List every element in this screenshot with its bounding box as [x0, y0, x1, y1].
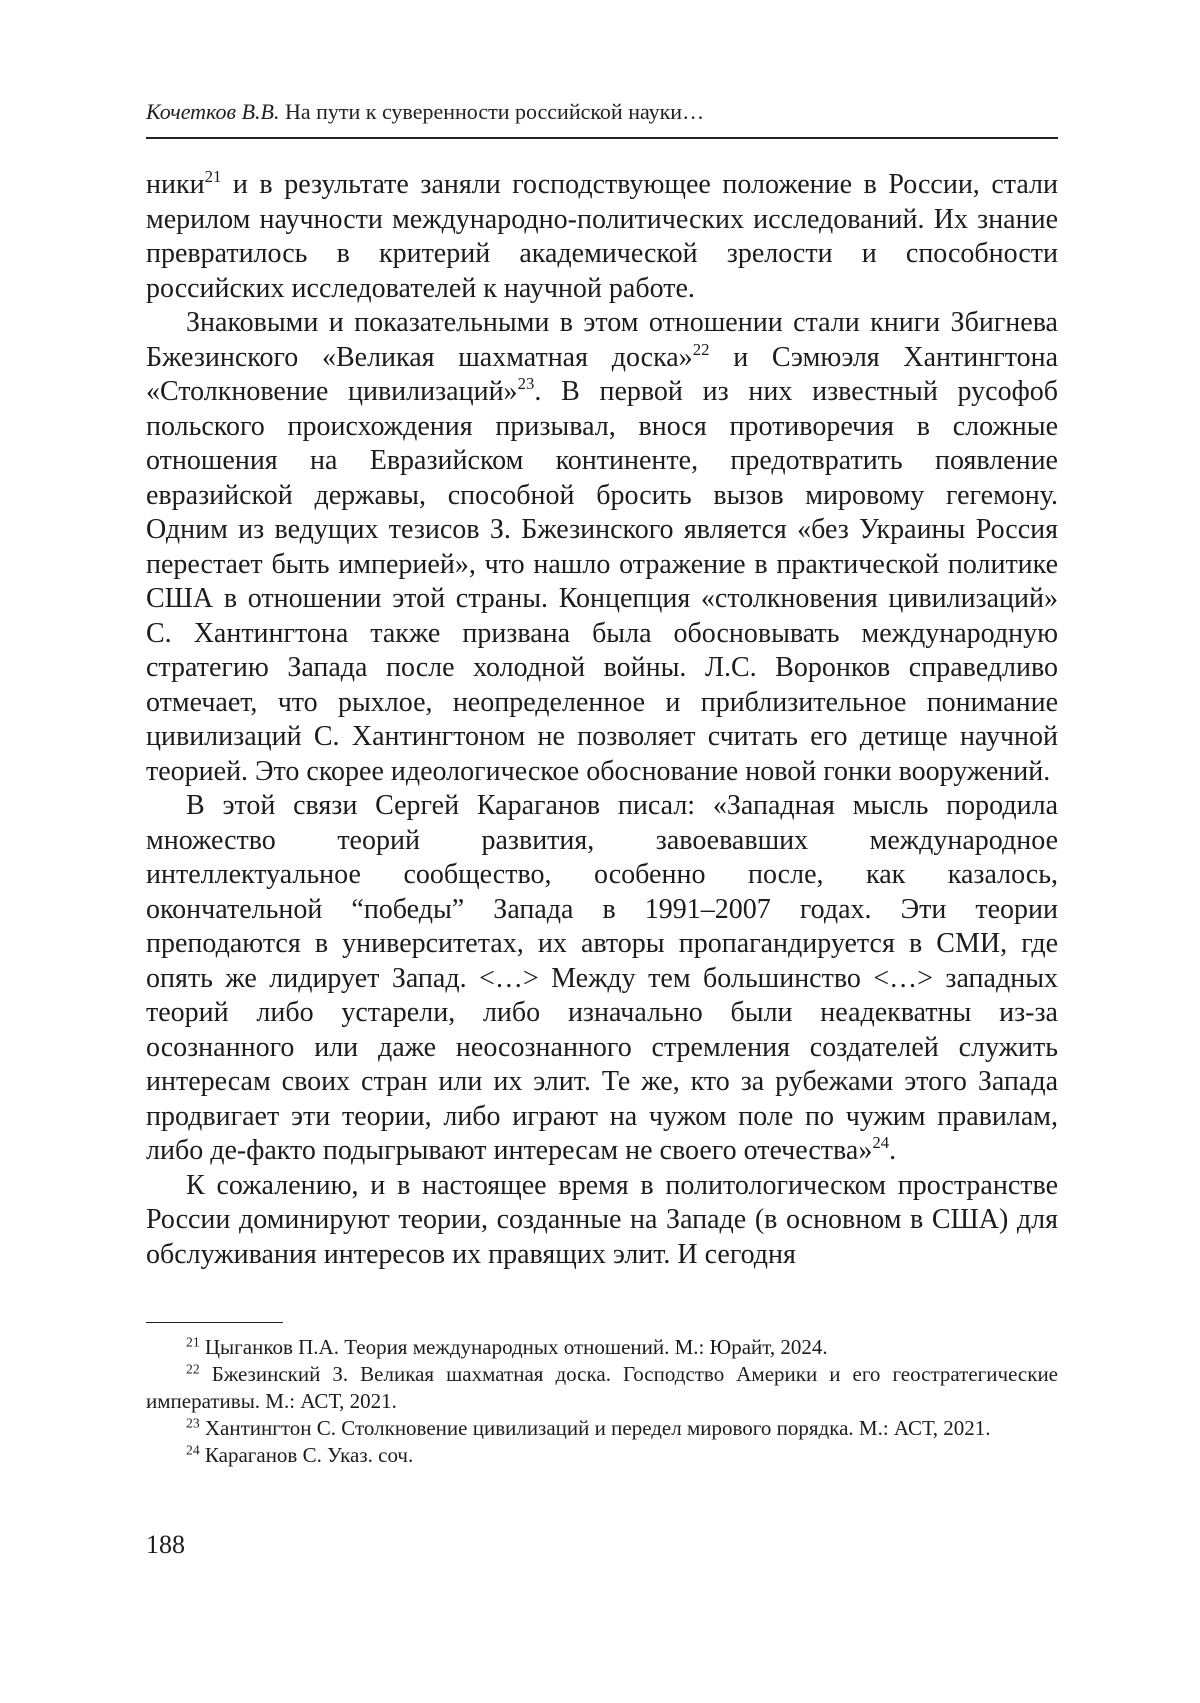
footnote-text: Бжезинский З. Великая шахматная доска. Господство Америки и его геостратегические императивы. М.: АСТ, 2021.	[146, 1362, 1059, 1413]
footnotes	[146, 1334, 1058, 1469]
paragraph-3	[146, 789, 1058, 1169]
running-header	[146, 98, 1058, 126]
paragraph-1-rest: и в результате заняли господствующее положение в России, стали мерилом научности международно-политических исследований. Их знание превратилось в критерий академической зрелости и способности российских исследователей к научной работе.	[146, 169, 1058, 304]
footnote-text: Цыганков П.А. Теория международных отношений. М.: Юрайт, 2024.	[204, 1335, 828, 1359]
paragraph-2-part-b: и Сэмюэля Хантингтона «Столкновение цивилизаций»	[146, 341, 1058, 407]
body-text	[146, 168, 1058, 1272]
footnote-23	[146, 1415, 1058, 1442]
footnote-number: 22	[186, 1361, 200, 1377]
paragraph-2-part-a: Знаковыми и показательными в этом отношении стали книги Збигнева Бжезинского «Великая шахматная доска»	[146, 307, 1058, 373]
footnote-ref-23: 23	[517, 374, 535, 394]
paragraph-3-end: .	[889, 1135, 897, 1166]
paragraph-3-quote: В этой связи Сергей Караганов писал: «Западная мысль породила множество теорий развития, завоевавших международное интеллектуальное сообщество, особенно после, как казалось, окончательной “победы” Запада в 1991–2007 годах. Эти теории преподаются в университетах, их авторы пропагандируется в СМИ, где опять же лидирует Запад. <…> Между тем большинство <…> западных теорий либо устарели, либо изначально были неадекватны из-за осознанного или даже неосознанного стремления создателей служить интересам своих стран или их элит. Те же, кто за рубежами этого Запада продвигает эти теории, либо играют на чужом поле по чужим правилам, либо де-факто подыгрывают интересам не своего отечества»	[146, 790, 1058, 1166]
paragraph-1	[146, 168, 1058, 306]
footnote-number: 24	[186, 1442, 200, 1458]
footnote-number: 23	[186, 1415, 200, 1431]
paragraph-1-start: ники	[146, 169, 205, 200]
footnote-number: 21	[186, 1334, 200, 1350]
paragraph-4: К сожалению, и в настоящее время в политологическом пространстве России доминируют теории, созданные на Западе (в основном в США) для обслуживания интересов их правящих элит. И сегодня	[146, 1169, 1058, 1270]
footnote-separator	[146, 1322, 283, 1323]
header-title: На пути к суверенности российской науки…	[279, 99, 705, 124]
footnote-ref-22: 22	[692, 339, 710, 359]
footnote-24	[146, 1442, 1058, 1469]
footnote-21	[146, 1334, 1058, 1361]
footnote-ref-24: 24	[872, 1133, 890, 1153]
paragraph-2	[146, 306, 1058, 789]
header-rule	[146, 137, 1058, 139]
header-author: Кочетков В.В.	[146, 99, 280, 124]
footnote-text: Хантингтон С. Столкновение цивилизаций и передел мирового порядка. М.: АСТ, 2021.	[204, 1416, 991, 1440]
page-number: 188	[146, 1530, 185, 1559]
footnote-text: Караганов С. Указ. соч.	[204, 1443, 414, 1467]
paragraph-2-part-c: . В первой из них известный русофоб польского происхождения призывал, внося противоречия в сложные отношения на Евразийском континенте, предотвратить появление евразийской державы, способной бросить вызов мировому гегемону. Одним из ведущих тезисов З. Бжезинского является «без Украины Россия перестает быть империей», что нашло отражение в практической политике США в отношении этой страны. Концепция «столкновения цивилизаций» С. Хантингтона также призвана была обосновывать международную стратегию Запада после холодной войны. Л.С. Воронков справедливо отмечает, что рыхлое, неопределенное и приблизительное понимание цивилизаций С. Хантингтоном не позволяет считать его детище научной теорией. Это скорее идеологическое обоснование новой гонки вооружений.	[146, 376, 1058, 787]
footnote-ref-21: 21	[204, 167, 222, 187]
footnote-22	[146, 1361, 1058, 1415]
